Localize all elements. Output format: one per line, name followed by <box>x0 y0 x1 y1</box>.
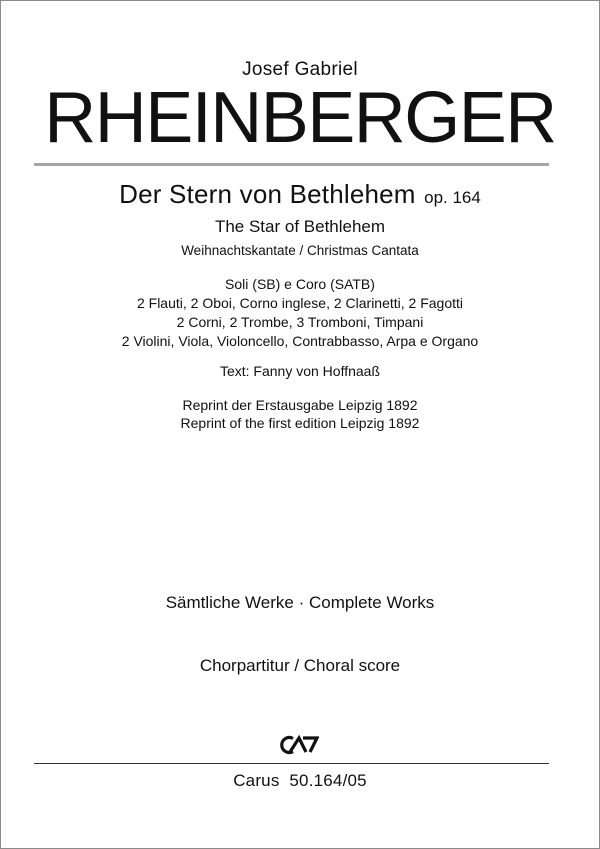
work-title-row <box>1 179 599 210</box>
work-genre: Weihnachtskantate / Christmas Cantata <box>181 243 419 258</box>
scoring-line: 2 Flauti, 2 Oboi, Corno inglese, 2 Clarinetti, 2 Fagotti <box>136 295 464 311</box>
top-divider <box>34 163 549 166</box>
scoring-line: Soli (SB) e Coro (SATB) <box>225 276 375 292</box>
scoring-line: 2 Corni, 2 Trombe, 3 Tromboni, Timpani <box>176 314 424 330</box>
reprint-line-english: Reprint of the first edition Leipzig 1892 <box>180 415 420 431</box>
bottom-divider <box>34 763 549 764</box>
work-title: Der Stern von Bethlehem <box>119 179 416 209</box>
composer-last-name: RHEINBERGER <box>44 78 556 158</box>
score-type: Chorpartitur / Choral score <box>199 656 401 675</box>
text-credit: Text: Fanny von Hoffnaaß <box>219 363 381 379</box>
scoring-line: 2 Violini, Viola, Violoncello, Contrabbasso, Arpa e Organo <box>121 333 479 349</box>
composer-first-name: Josef Gabriel <box>242 59 358 80</box>
carus-logo-icon <box>279 735 319 755</box>
series-title: Sämtliche Werke · Complete Works <box>165 593 435 612</box>
work-opus: op. 164 <box>424 188 481 207</box>
reprint-line-german: Reprint der Erstausgabe Leipzig 1892 <box>182 397 418 413</box>
reprint-block <box>1 396 599 432</box>
catalog-number: Carus 50.164/05 <box>233 771 367 790</box>
scoring-block <box>1 275 599 351</box>
work-title-english: The Star of Bethlehem <box>214 217 386 236</box>
